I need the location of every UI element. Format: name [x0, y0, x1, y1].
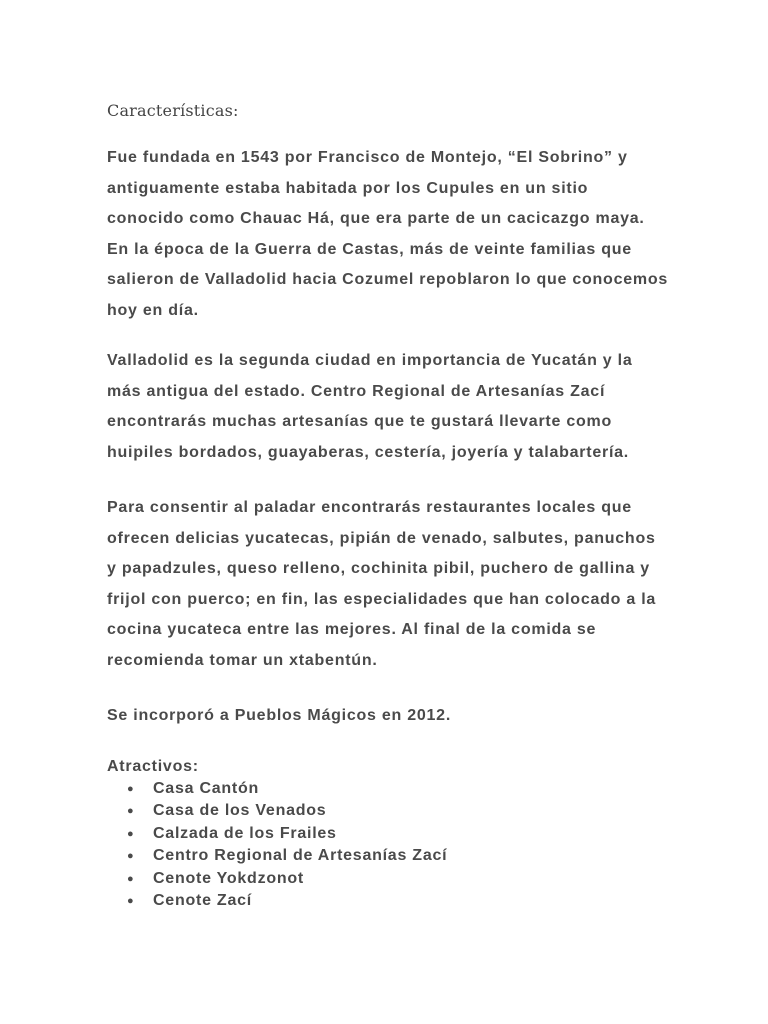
- paragraph-line: recomienda tomar un xtabentún.: [107, 651, 378, 669]
- paragraph-line: frijol con puerco; en fin, las especialidades que han colocado a la: [107, 590, 657, 608]
- list-item-label: Centro Regional de Artesanías Zací: [153, 847, 448, 865]
- list-item-label: Calzada de los Frailes: [153, 824, 337, 842]
- paragraph-line: y papadzules, queso relleno, cochinita pibil, puchero de gallina y: [107, 560, 650, 577]
- paragraph-line: salieron de Valladolid hacia Cozumel repoblaron lo que conocemos: [107, 271, 669, 288]
- paragraph-importance: [107, 346, 667, 468]
- paragraph-line: Se incorporó a Pueblos Mágicos en 2012.: [107, 707, 452, 724]
- paragraph-history: [107, 143, 667, 326]
- paragraph-line: antiguamente estaba habitada por los Cupules en un sitio: [107, 179, 589, 197]
- list-item-label: Casa Cantón: [153, 780, 260, 797]
- bullet-icon: ●: [127, 783, 135, 795]
- paragraph-pueblos-magicos: [107, 701, 667, 732]
- paragraph-line: Para consentir al paladar encontrarás restaurantes locales que: [107, 499, 632, 516]
- bullet-icon: ●: [127, 872, 135, 885]
- paragraph-line: hoy en día.: [107, 301, 199, 319]
- bullet-icon: ●: [127, 805, 135, 818]
- paragraph-cuisine: [107, 493, 667, 676]
- bullet-icon: ●: [127, 850, 135, 863]
- list-item-label: Cenote Zací: [153, 891, 252, 909]
- bullet-icon: ●: [127, 894, 135, 907]
- paragraph-line: huipiles bordados, guayaberas, cestería, joyería y talabartería.: [107, 443, 629, 461]
- list-item-label: Cenote Yokdzonot: [153, 869, 304, 887]
- paragraph-line: Fue fundada en 1543 por Francisco de Montejo, “El Sobrino” y: [107, 149, 628, 166]
- bullet-icon: ●: [127, 827, 135, 840]
- paragraph-line: encontrarás muchas artesanías que te gustará llevarte como: [107, 413, 613, 430]
- list-item-label: Casa de los Venados: [153, 802, 327, 820]
- paragraph-line: cocina yucateca entre las mejores. Al final de la comida se: [107, 621, 597, 638]
- paragraph-line: ofrecen delicias yucatecas, pipián de venado, salbutes, panuchos: [107, 529, 656, 547]
- paragraph-line: En la época de la Guerra de Castas, más de veinte familias que: [107, 240, 632, 258]
- section-heading: Características:: [107, 101, 239, 120]
- paragraph-line: conocido como Chauac Há, que era parte de un cacicazgo maya.: [107, 210, 645, 227]
- paragraph-line: más antigua del estado. Centro Regional de Artesanías Zací: [107, 382, 606, 400]
- attractions-title: Atractivos:: [107, 758, 199, 775]
- paragraph-line: Valladolid es la segunda ciudad en importancia de Yucatán y la: [107, 352, 633, 369]
